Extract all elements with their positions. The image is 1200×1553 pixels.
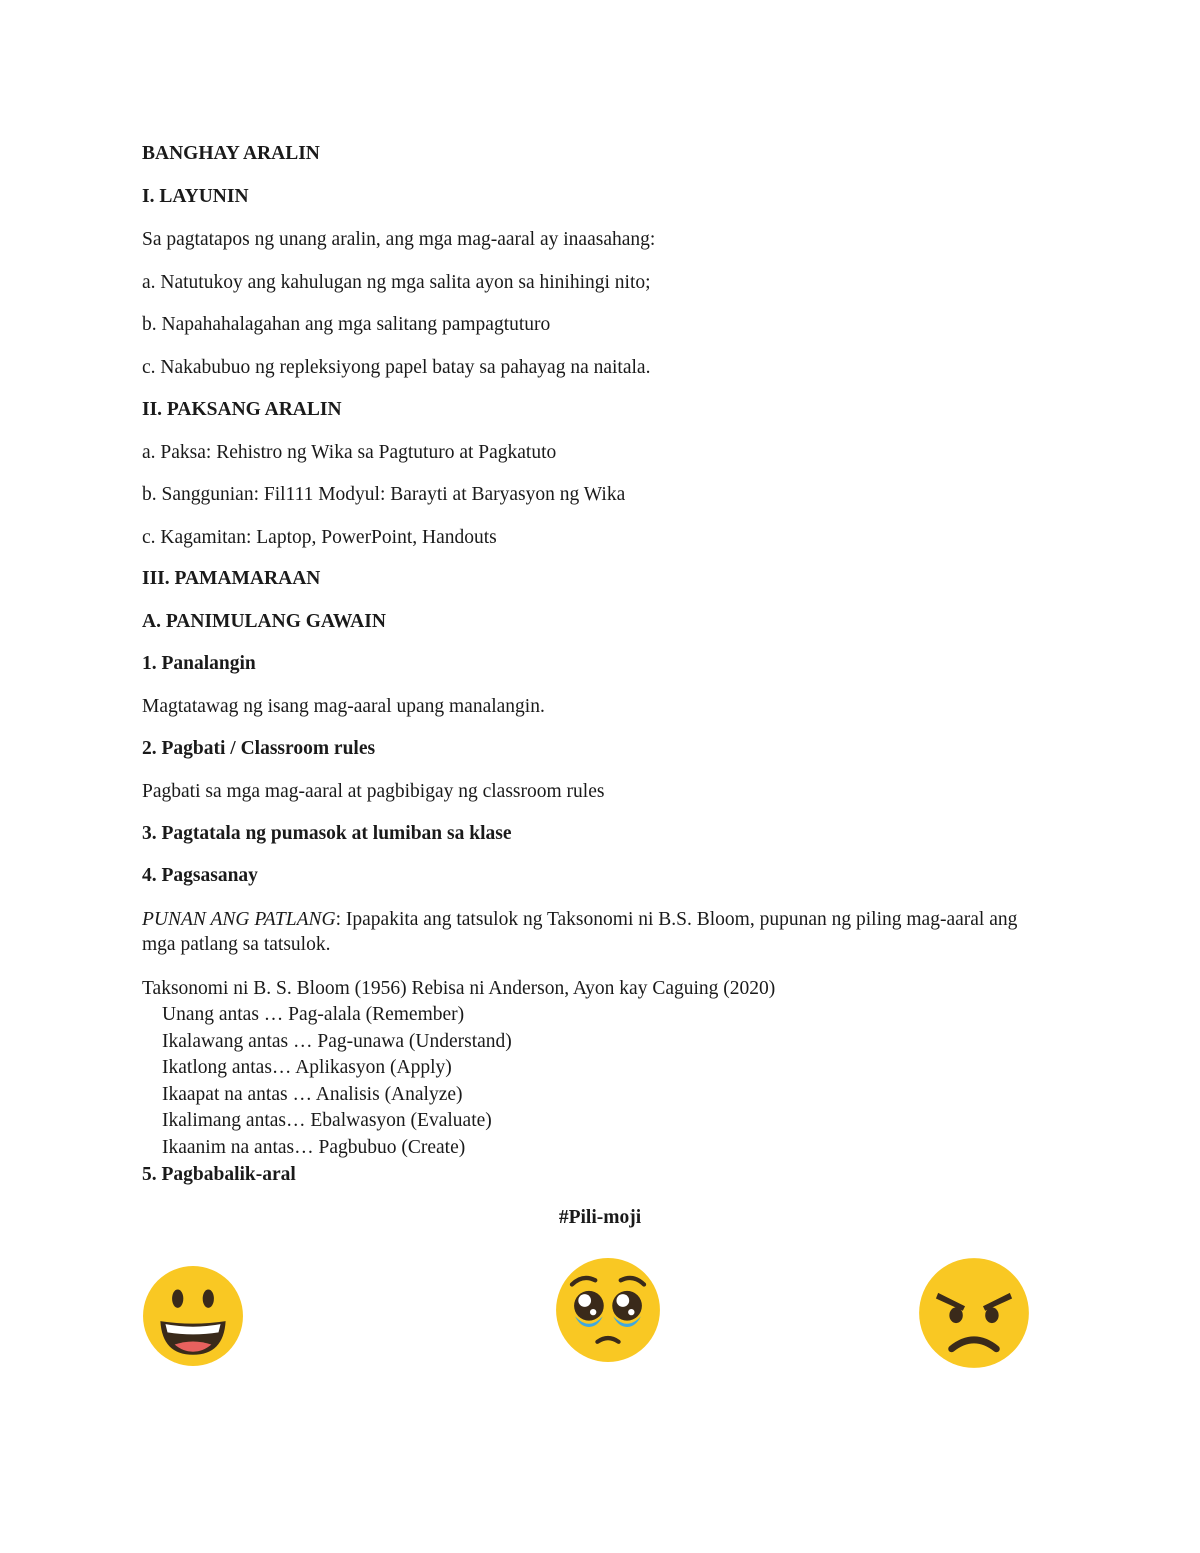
section-heading-layunin: I. LAYUNIN [142,186,249,207]
subsection-heading: A. PANIMULANG GAWAIN [142,611,386,632]
grinning-face-icon [142,1265,244,1367]
pleading-face-icon [555,1257,661,1363]
step-text: Pagbati sa mga mag-aaral at pagbibigay ng classroom rules [142,781,605,802]
document-title: BANGHAY ARALIN [142,143,320,164]
step-4-label: PUNAN ANG PATLANG [142,909,336,930]
objective-item: b. Napahahalagahan ang mga salitang pampagtuturo [142,314,551,335]
step-title: 1. Panalangin [142,653,256,674]
taxonomy-level: Ikaanim na antas… Pagbubuo (Create) [162,1137,466,1158]
taxonomy-level: Unang antas … Pag-alala (Remember) [162,1004,465,1025]
section-heading-paksang-aralin: II. PAKSANG ARALIN [142,399,342,420]
taxonomy-level: Ikalimang antas… Ebalwasyon (Evaluate) [162,1110,492,1131]
step-title: 5. Pagbabalik-aral [142,1164,296,1185]
subject-item: b. Sanggunian: Fil111 Modyul: Barayti at Baryasyon ng Wika [142,484,626,505]
taxonomy-level: Ikatlong antas… Aplikasyon (Apply) [162,1057,452,1078]
objective-item: c. Nakabubuo ng repleksiyong papel batay sa pahayag na naitala. [142,357,651,378]
taxonomy-heading: Taksonomi ni B. S. Bloom (1956) Rebisa ni Anderson, Ayon kay Caguing (2020) [142,978,776,999]
step-4-text: : Ipapakita ang tatsulok ng Taksonomi ni B.S. Bloom, pupunan ng piling mag-aaral ang mga patlang sa tatsulok. [142,909,1018,955]
angry-face-icon [918,1257,1030,1369]
section-heading-pamamaraan: III. PAMAMARAAN [142,568,321,589]
step-title: 4. Pagsasanay [142,865,258,886]
objectives-intro: Sa pagtatapos ng unang aralin, ang mga mag-aaral ay inaasahang: [142,229,656,250]
subject-item: a. Paksa: Rehistro ng Wika sa Pagtuturo at Pagkatuto [142,442,557,463]
pilimoji-label: #Pili-moji [558,1207,642,1228]
step-title: 2. Pagbati / Classroom rules [142,738,376,759]
objective-item: a. Natutukoy ang kahulugan ng mga salita ayon sa hinihingi nito; [142,272,651,293]
step-text: Magtatawag ng isang mag-aaral upang manalangin. [142,696,545,717]
step-4-instructions [142,907,1042,957]
taxonomy-level: Ikaapat na antas … Analisis (Analyze) [162,1084,463,1105]
step-title: 3. Pagtatala ng pumasok at lumiban sa klase [142,823,512,844]
subject-item: c. Kagamitan: Laptop, PowerPoint, Handouts [142,527,497,548]
taxonomy-level: Ikalawang antas … Pag-unawa (Understand) [162,1031,512,1052]
